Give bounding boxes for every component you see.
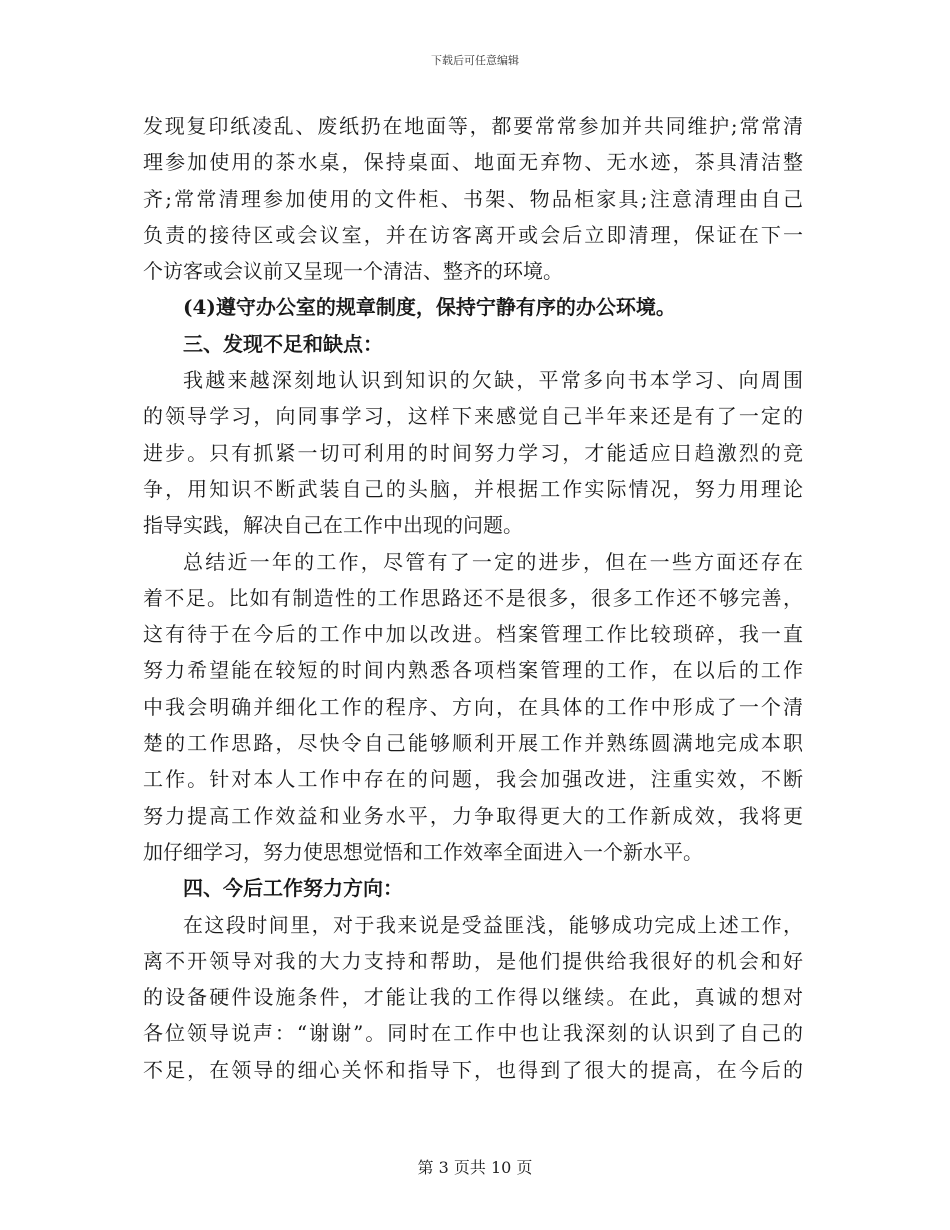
text-line: 中我会明确并细化工作的程序、方向，在具体的工作中形成了一个清: [143, 694, 803, 719]
text-line: 各位领导说声：“谢谢”。同时在工作中也让我深刻的认识到了自己的: [143, 1021, 803, 1046]
text-line: 进步。只有抓紧一切可利用的时间努力学习，才能适应日趋激烈的竞: [143, 440, 803, 465]
page-header: 下载后可任意编辑: [431, 54, 519, 67]
text-line: 加仔细学习，努力使思想觉悟和工作效率全面进入一个新水平。: [143, 839, 703, 864]
text-line: 楚的工作思路，尽快令自己能够顺利开展工作并熟练圆满地完成本职: [143, 731, 803, 756]
text-line: 这有待于在今后的工作中加以改进。档案管理工作比较琐碎，我一直: [143, 622, 803, 647]
text-line: 发现复印纸凌乱、废纸扔在地面等，都要常常参加并共同维护;常常清: [143, 114, 803, 138]
document-body: [143, 108, 803, 1088]
section-heading: 四、今后工作努力方向：: [183, 876, 403, 901]
text-line: 努力希望能在较短的时间内熟悉各项档案管理的工作，在以后的工作: [143, 658, 803, 683]
text-line: 理参加使用的茶水桌，保持桌面、地面无弃物、无水迹，茶具清洁整: [143, 150, 803, 175]
text-line: 努力提高工作效益和业务水平，力争取得更大的工作新成效，我将更: [143, 803, 803, 828]
text-line: 指导实践，解决自己在工作中出现的问题。: [143, 513, 523, 538]
text-line: 着不足。比如有制造性的工作思路还不是很多，很多工作还不够完善，: [143, 585, 803, 610]
text-line: (4)遵守办公室的规章制度，保持宁静有序的办公环境。: [183, 295, 676, 320]
text-line: 的设备硬件设施条件，才能让我的工作得以继续。在此，真诚的想对: [143, 985, 803, 1010]
page-footer: 第 3 页共 10 页: [417, 1158, 533, 1177]
text-line: 争，用知识不断武装自己的头脑，并根据工作实际情况，努力用理论: [143, 476, 803, 501]
text-line: 工作。针对本人工作中存在的问题，我会加强改进，注重实效，不断: [143, 767, 803, 792]
text-line: 总结近一年的工作，尽管有了一定的进步，但在一些方面还存在: [183, 549, 803, 574]
text-line: 我越来越深刻地认识到知识的欠缺，平常多向书本学习、向周围: [183, 368, 803, 393]
text-line: 的领导学习，向同事学习，这样下来感觉自己半年来还是有了一定的: [143, 404, 803, 429]
text-line: 不足，在领导的细心关怀和指导下，也得到了很大的提高，在今后的: [143, 1057, 803, 1082]
text-line: 齐;常常清理参加使用的文件柜、书架、物品柜家具;注意清理由自己: [143, 186, 803, 211]
text-line: 在这段时间里，对于我来说是受益匪浅，能够成功完成上述工作，: [183, 912, 803, 937]
section-heading: 三、发现不足和缺点：: [183, 331, 383, 356]
text-line: 个访客或会议前又呈现一个清洁、整齐的环境。: [143, 259, 563, 284]
text-line: 离不开领导对我的大力支持和帮助，是他们提供给我很好的机会和好: [143, 948, 803, 973]
text-line: 负责的接待区或会议室，并在访客离开或会后立即清理，保证在下一: [143, 222, 803, 247]
